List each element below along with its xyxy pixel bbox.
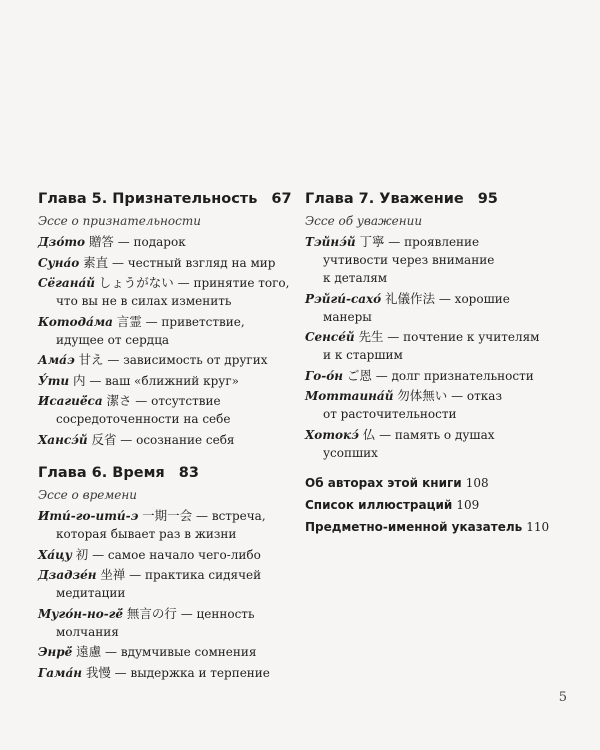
toc-entry[interactable] [38, 507, 300, 543]
chapter-page: 83 [178, 465, 199, 481]
toc-left-column [38, 189, 300, 684]
entry-text: — почтение к учителям [387, 330, 540, 344]
toc-entry[interactable] [38, 274, 300, 310]
toc-entry[interactable] [38, 372, 300, 390]
entry-text-continued: манеры [323, 309, 372, 324]
toc-appendix-illustrations[interactable] [305, 494, 567, 516]
entry-text: — отказ [451, 389, 502, 403]
essay-title[interactable]: Эссе об уважении [305, 214, 423, 228]
entry-text: — честный взгляд на мир [111, 255, 276, 270]
entry-text-continued: от расточительности [323, 407, 457, 421]
entry-term: Хотокэ́ [305, 427, 359, 442]
toc-chapter-5 [38, 189, 300, 449]
entry-kanji: 言霊 [116, 313, 142, 329]
chapter-heading[interactable] [38, 463, 300, 483]
entry-kanji: 内 [73, 372, 86, 388]
entry-kanji: 先生 [358, 329, 384, 344]
entry-text-continued: учтивости через внимание [323, 253, 495, 267]
entry-kanji: 仏 [362, 426, 376, 442]
appendix-page: 110 [526, 519, 550, 534]
toc-entry[interactable] [305, 233, 567, 287]
chapter-title: Глава 7. Уважение [305, 191, 464, 207]
entry-text: — ваш «ближний круг» [89, 373, 239, 388]
entry-kanji: ご恩 [346, 367, 372, 383]
entry-text-continued: и к старшим [323, 348, 403, 362]
entry-text: — практика сидячей [129, 568, 262, 582]
appendix-page: 108 [465, 475, 489, 490]
entry-kanji: 素直 [83, 254, 109, 270]
entry-text-continued: сосредоточенности на себе [56, 412, 231, 426]
entry-text: — проявление [388, 235, 480, 249]
toc-entry[interactable] [305, 290, 567, 326]
entry-text-continued: к деталям [323, 271, 388, 285]
toc-entry[interactable] [38, 546, 300, 564]
entry-term: Го-о́н [305, 368, 344, 383]
entry-text-continued: медитации [56, 586, 126, 600]
entry-kanji: 反省 [91, 431, 117, 447]
chapter-page: 95 [477, 191, 498, 207]
chapter-title: Глава 6. Время [38, 465, 165, 481]
entry-text-continued: что вы не в силах изменить [56, 294, 232, 308]
chapter-title: Глава 5. Признательность [38, 191, 258, 207]
entry-text: — хорошие [438, 291, 510, 306]
entry-text: — отсутствие [135, 394, 221, 408]
entry-term: Сёгана́й [38, 276, 95, 290]
entry-text: — вдумчивые сомнения [105, 645, 257, 659]
entry-kanji: 潔さ [106, 393, 132, 408]
entry-term: Муго́н-но-гё́ [38, 606, 124, 621]
entry-term: Гама́н [38, 665, 82, 680]
entry-kanji: 一期一会 [142, 508, 193, 523]
entry-text: — принятие того, [177, 276, 290, 290]
toc-entry[interactable] [305, 328, 567, 364]
entry-term: Ха́цу [38, 547, 72, 562]
entry-term: Тэйнэ́й [305, 235, 356, 249]
entry-text: — память о душах [379, 427, 495, 442]
essay-title[interactable]: Эссе о признательности [38, 214, 201, 228]
entry-text: — долг признательности [375, 368, 534, 383]
entry-term: Ити́-го-ити́-э [38, 509, 139, 523]
appendix-page: 109 [456, 497, 480, 512]
entry-text: — ценность [180, 606, 255, 621]
chapter-heading[interactable] [305, 189, 567, 209]
entry-text: — подарок [117, 235, 186, 249]
toc-entry[interactable] [38, 313, 300, 349]
entry-text: — приветствие, [145, 314, 245, 329]
entry-term: Суна́о [38, 255, 80, 270]
entry-text: — осознание себя [120, 432, 235, 447]
toc-chapter-6 [38, 463, 300, 682]
toc-entry[interactable] [305, 387, 567, 423]
entry-term: Хансэ́й [38, 432, 88, 447]
toc-entry[interactable] [38, 643, 300, 661]
entry-text: — самое начало чего-либо [92, 547, 261, 562]
entry-term: У́ти [38, 373, 70, 388]
entry-kanji: 甘え [78, 352, 104, 367]
entry-text-continued: которая бывает раз в жизни [56, 527, 237, 541]
entry-term: Котода́ма [38, 314, 113, 329]
entry-term: Сенсе́й [305, 330, 355, 344]
chapter-page: 67 [271, 191, 292, 207]
toc-entry[interactable] [38, 392, 300, 428]
entry-text: — зависимость от других [107, 353, 268, 367]
toc-entry[interactable] [38, 351, 300, 369]
essay-title[interactable]: Эссе о времени [38, 488, 138, 502]
entry-kanji: 初 [75, 546, 89, 562]
toc-entry[interactable] [38, 431, 300, 449]
entry-text: — встреча, [196, 509, 266, 523]
entry-kanji: 丁寧 [359, 234, 385, 249]
entry-term: Моттаина́й [305, 389, 394, 403]
toc-appendix-about-authors[interactable] [305, 472, 567, 494]
toc-entry[interactable] [38, 566, 300, 602]
appendix-label: Предметно-именной указатель [305, 519, 523, 534]
entry-text-continued: идущее от сердца [56, 332, 170, 347]
entry-term: Дзо́то [38, 235, 86, 249]
entry-text: — выдержка и терпение [114, 665, 270, 680]
toc-entry[interactable] [305, 367, 567, 385]
entry-kanji: しょうがない [98, 275, 174, 290]
toc-appendix-list [305, 472, 567, 538]
toc-right-column [305, 189, 567, 538]
entry-term: Исагиё́са [38, 394, 103, 408]
toc-chapter-7 [305, 189, 567, 462]
appendix-label: Список иллюстраций [305, 497, 453, 512]
toc-entry[interactable] [38, 664, 300, 682]
page-number: 5 [558, 690, 567, 705]
entry-text-continued: молчания [56, 624, 119, 639]
entry-kanji: 贈答 [88, 234, 114, 249]
toc-entry[interactable] [38, 233, 300, 251]
entry-kanji: 勿体無い [397, 388, 448, 403]
toc-entry[interactable] [305, 426, 567, 462]
entry-term: Ама́э [38, 353, 75, 367]
entry-term: Энрё́ [38, 645, 73, 659]
chapter-heading[interactable] [38, 189, 300, 209]
entry-kanji: 無言の行 [126, 605, 177, 621]
entry-kanji: 遠慮 [76, 644, 102, 659]
entry-text-continued: усопших [323, 445, 378, 460]
entry-kanji: 礼儀作法 [385, 290, 436, 306]
entry-term: Рэйги́-сахо́ [305, 291, 382, 306]
appendix-label: Об авторах этой книги [305, 475, 462, 490]
entry-term: Дзадзе́н [38, 568, 97, 582]
entry-kanji: 我慢 [85, 664, 111, 680]
toc-entry[interactable] [38, 605, 300, 641]
entry-kanji: 坐禅 [100, 567, 126, 582]
toc-entry[interactable] [38, 254, 300, 272]
toc-appendix-index[interactable] [305, 516, 567, 538]
